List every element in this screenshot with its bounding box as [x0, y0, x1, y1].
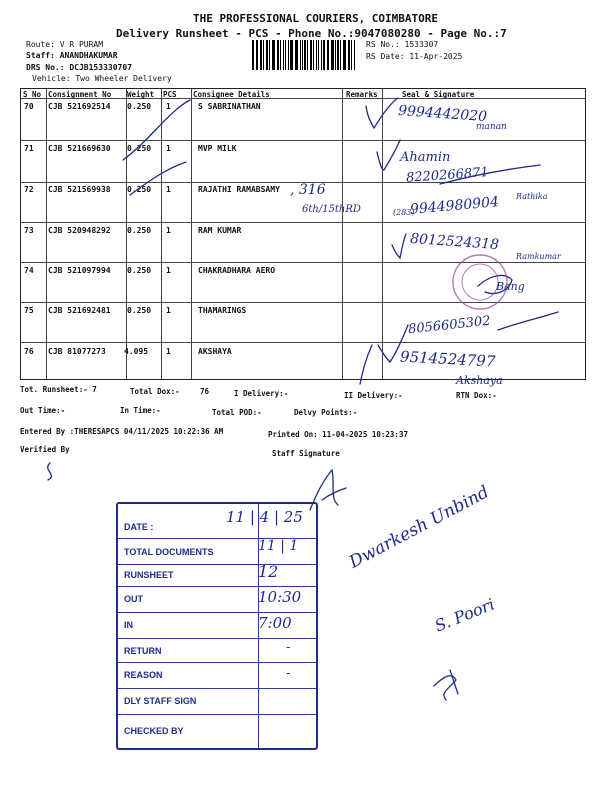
stamp-runsheet-value: 12 — [258, 562, 279, 581]
i-delivery: I Delivery:- — [234, 389, 289, 398]
handwritten-code-72: (283) — [393, 208, 415, 217]
handwritten-phone-75: 8056605302 — [407, 313, 492, 338]
rtn-dox: RTN Dox:- — [456, 391, 497, 400]
printed-on: Printed On: 11-04-2025 10:23:37 — [268, 430, 408, 439]
col-seal: Seal & Signature — [402, 90, 475, 99]
stamp-in-value: 7:00 — [258, 614, 292, 632]
total-pod: Total POD:- — [212, 408, 262, 417]
handwritten-name-76: Akshaya — [456, 374, 503, 387]
delvy-points: Delvy Points:- — [294, 408, 358, 417]
handwritten-phone-73: 8012524318 — [409, 230, 500, 254]
stamp-out-value: 10:30 — [258, 588, 302, 606]
side-handwriting-2: S. Poori — [432, 594, 498, 636]
stamp-label-out: OUT — [124, 594, 143, 604]
handwritten-name-71: Ahamin — [400, 150, 451, 165]
handwritten-sign-70: manan — [476, 122, 507, 132]
vehicle-field: Vehicle: Two Wheeler Delivery — [32, 74, 172, 83]
col-consignee: Consignee Details — [193, 90, 270, 99]
ii-delivery: II Delivery:- — [344, 391, 403, 400]
stamp-date-value: 11 | 4 | 25 — [226, 508, 303, 526]
drs-field: DRS No.: DCJB153330707 — [26, 63, 132, 72]
verified-by: Verified By — [20, 445, 70, 454]
stamp-label-total: TOTAL DOCUMENTS — [124, 547, 214, 557]
stamp-label-in: IN — [124, 620, 133, 630]
staff-field: Staff: ANANDHAKUMAR — [26, 51, 118, 60]
stamp-return-value: - — [286, 640, 291, 655]
handwritten-phone-70: 9994442020 — [397, 102, 488, 126]
side-handwriting-1: Dwarkesh Unbind — [346, 482, 493, 573]
handwritten-note-72a: , 316 — [290, 182, 326, 198]
handwritten-phone-71: 8220266871 — [405, 165, 490, 186]
handwritten-name-73: Ramkumar — [516, 252, 561, 261]
total-dox-label: Total Dox:- — [130, 387, 180, 396]
staff-signature: Staff Signature — [272, 449, 340, 458]
col-remarks: Remarks — [346, 90, 378, 99]
stamp-label-reason: REASON — [124, 670, 163, 680]
handwritten-note-72b: 6th/15thRD — [302, 204, 361, 215]
col-pcs: PCS — [163, 90, 177, 99]
company-title: THE PROFESSIONAL COURIERS, COIMBATORE — [193, 12, 439, 25]
handwritten-phone-76: 9514524797 — [399, 347, 496, 371]
stamp-label-return: RETURN — [124, 646, 162, 656]
out-time: Out Time:- — [20, 406, 66, 415]
in-time: In Time:- — [120, 406, 161, 415]
stamp-label-date: DATE : — [124, 522, 154, 532]
stamp-label-runsheet: RUNSHEET — [124, 570, 174, 580]
handwritten-name-72: Rathika — [516, 192, 548, 201]
stamp-label-staff: DLY STAFF SIGN — [124, 696, 197, 706]
rs-number: RS No.: 1533307 — [366, 40, 439, 49]
runsheet-subtitle: Delivery Runsheet - PCS - Phone No.:9047080280 - Page No.:7 — [116, 27, 507, 40]
rs-date: RS Date: 11-Apr-2025 — [366, 52, 463, 61]
route-field: Route: V R PURAM — [26, 40, 104, 49]
col-sno: S No — [23, 90, 42, 99]
total-dox-value: 76 — [200, 387, 210, 396]
stamp-total-value: 11 | 1 — [258, 538, 299, 554]
handwritten-phone-72: 9944980904 — [409, 194, 500, 218]
col-weight: Weight — [127, 90, 155, 99]
stamp-reason-value: - — [286, 666, 291, 681]
col-consignment: Consignment No — [48, 90, 112, 99]
stamp-label-checked: CHECKED BY — [124, 726, 184, 736]
entered-by: Entered By :THERESAPCS 04/11/2025 10:22:36 AM — [20, 427, 224, 436]
total-runsheet: Tot. Runsheet:- 7 — [20, 385, 97, 394]
handwritten-sign-74: Bang — [496, 280, 525, 293]
